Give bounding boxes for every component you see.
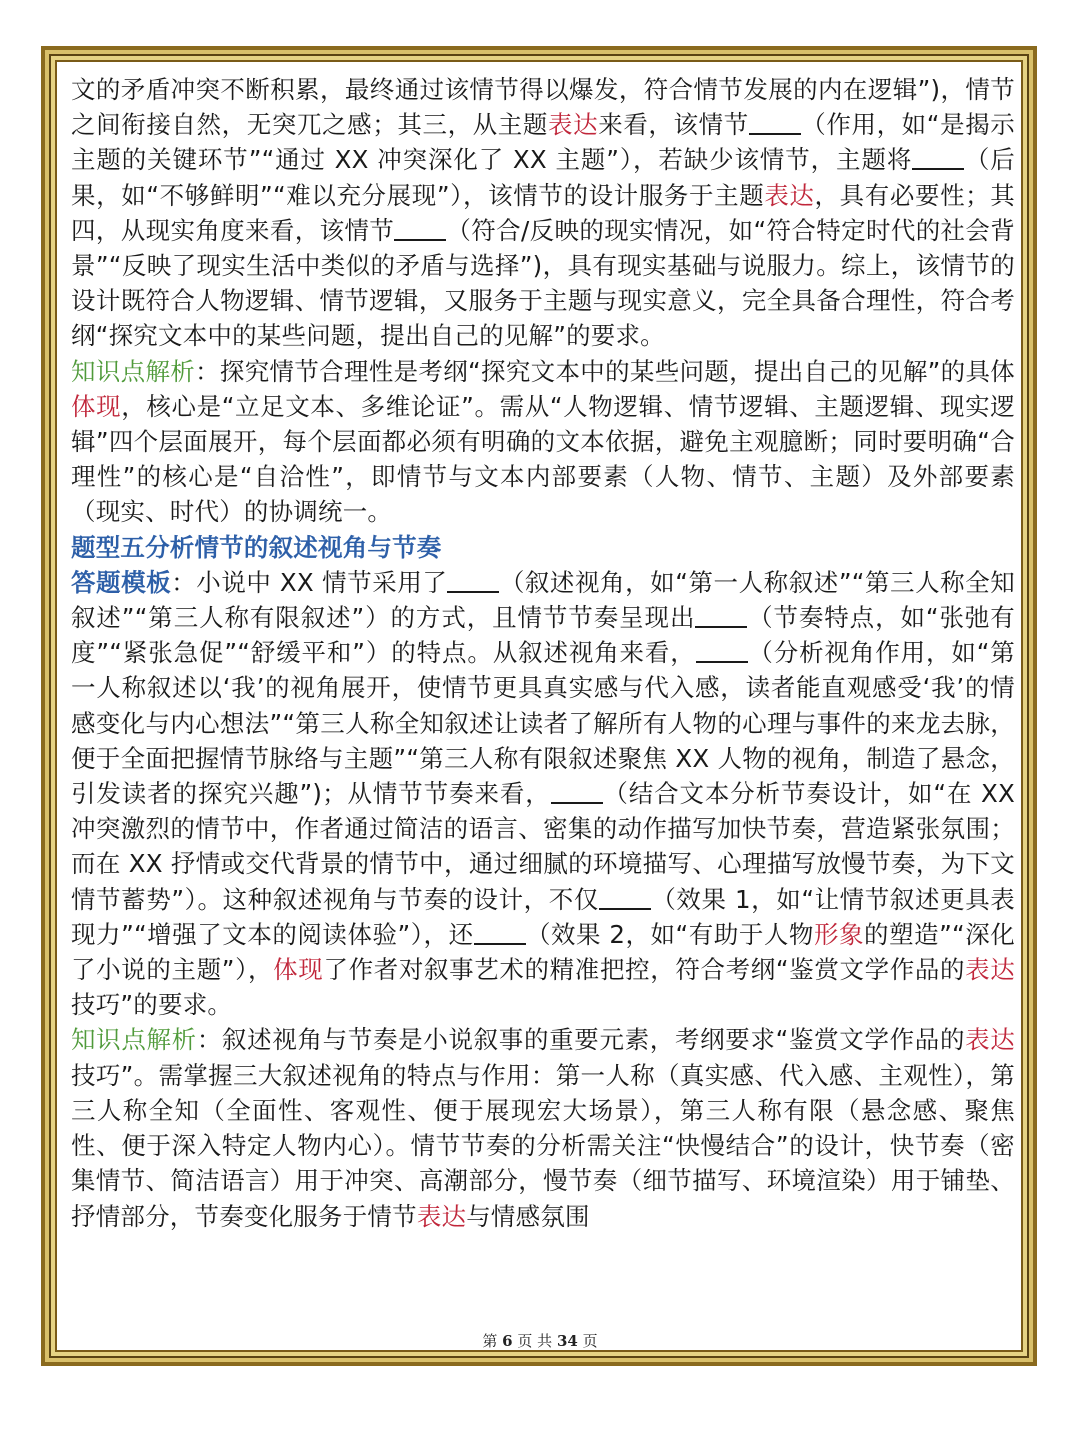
text-run: （效果 2，如“有助于人物	[525, 919, 814, 949]
text-run: 了作者对叙事艺术的精准把控，符合考纲“鉴赏文学作品的	[323, 955, 966, 985]
document-body	[71, 72, 1015, 1234]
text-run: （作用，如“是揭示主题的关键环节”“通过 XX 冲突深化了 XX 主题”），若缺少该情节，主题将	[71, 110, 1015, 175]
fill-blank	[551, 780, 603, 804]
page-content-area	[55, 60, 1023, 1352]
page-border-frame	[41, 46, 1037, 1366]
text-run: ：探究情节合理性是考纲“探究文本中的某些问题，提出自己的见解”的具体	[195, 356, 1016, 386]
fill-blank	[696, 639, 748, 663]
text-run: （效果 1，如“让情节叙述更具表现力”“增强了文本的阅读体验”），还	[71, 884, 1015, 949]
text-run: （结合文本分析节奏设计，如“在 XX 冲突激烈的情节中，作者通过简洁的语言、密集的动作描写加快节奏，营造紧张氛围；而在 XX 抒情或交代背景的情节中，通过细腻的环境描写、心理描写放慢节奏，为下文情节蓄势”）。这种叙述视角与节奏的设计，不仅	[71, 779, 1015, 914]
page-border-middle	[49, 54, 1029, 1358]
text-run: 与情感氛围	[466, 1201, 590, 1231]
highlight-keyword: 表达	[965, 955, 1016, 985]
text-run: 技巧”的要求。	[71, 990, 233, 1020]
answer-template-label: 答题模板	[71, 567, 172, 597]
text-run: （符合/反映的现实情况，如“符合特定时代的社会背景”“反映了现实生活中类似的矛盾与选择”)，具有现实基础与说服力。综上，该情节的设计既符合人物逻辑、情节逻辑，又服务于主题与现实意义，完全具备合理性，符合考纲“探究文本中的某些问题，提出自己的见解”的要求。	[71, 215, 1015, 351]
text-run: 技巧”。需掌握三大叙述视角的特点与作用：第一人称（真实感、代入感、主观性），第三人称全知（全面性、客观性、便于展现宏大场景），第三人称有限（悬念感、聚焦性、便于深入特定人物内心）。情节节奏的分析需关注“快慢结合”的设计，快节奏（密集情节、简洁语言）用于冲突、高潮部分，慢节奏（细节描写、环境渲染）用于铺垫、抒情部分，节奏变化服务于情节	[71, 1060, 1015, 1231]
highlight-keyword: 形象	[813, 919, 865, 949]
page-number: 6	[502, 1332, 513, 1350]
highlight-keyword: 表达	[965, 1025, 1016, 1055]
text-run: ：叙述视角与节奏是小说叙事的重要元素，考纲要求“鉴赏文学作品的	[196, 1025, 966, 1055]
fill-blank	[912, 146, 964, 170]
text-run: （后果，如“不够鲜明”“难以充分展现”），该情节的设计服务于主题	[71, 145, 1015, 210]
knowledge-analysis-label: 知识点解析	[71, 356, 196, 386]
fill-blank	[695, 604, 747, 628]
footer-text: 页 共	[517, 1332, 553, 1350]
text-run: ：小说中 XX 情节采用了	[171, 567, 448, 597]
text-run: （分析视角作用，如“第一人称叙述以‘我’的视角展开，使情节更具真实感与代入感，读者能直观感受‘我’的情感变化与内心想法”“第三人称全知叙述让读者了解所有人物的心理与事件的来龙去脉，便于全面把握情节脉络与主题”“第三人称有限叙述聚焦 XX 人物的视角，制造了悬念，引发读者的探究兴趣”)；从情节节奏来看，	[71, 638, 1015, 809]
fill-blank	[447, 569, 499, 593]
highlight-keyword: 表达	[548, 110, 599, 140]
footer-text: 页	[582, 1332, 598, 1350]
paragraph-knowledge-analysis-1	[71, 354, 1015, 530]
paragraph-answer-continuation	[71, 72, 1015, 354]
fill-blank	[394, 217, 446, 241]
knowledge-analysis-label: 知识点解析	[71, 1025, 197, 1055]
fill-blank	[599, 886, 651, 910]
text-run: （节奏特点，如“张弛有度”“紧张急促”“舒缓平和”）的特点。从叙述视角来看，	[71, 603, 1015, 668]
text-run: （叙述视角，如“第一人称叙述”“第三人称全知叙述”“第三人称有限叙述”）的方式，且情节节奏呈现出	[71, 567, 1015, 633]
text-run: ，具有必要性；其四，从现实角度来看，该情节	[71, 180, 1015, 245]
text-run: 来看，该情节	[598, 110, 749, 140]
highlight-keyword: 表达	[764, 180, 815, 210]
section-title: 题型五分析情节的叙述视角与节奏	[71, 532, 442, 562]
highlight-keyword: 体现	[273, 955, 324, 985]
fill-blank	[474, 921, 526, 945]
highlight-keyword: 表达	[416, 1201, 467, 1231]
highlight-keyword: 体现	[71, 391, 122, 421]
text-run: 文的矛盾冲突不断积累，最终通过该情节得以爆发，符合情节发展的内在逻辑”)，情节之间衔接自然，无突兀之感；其三，从主题	[71, 75, 1015, 140]
fill-blank	[749, 111, 801, 135]
paragraph-answer-template	[71, 565, 1015, 1023]
page-footer	[0, 1330, 1080, 1351]
footer-text: 第	[482, 1332, 498, 1350]
text-run: ，核心是“立足文本、多维论证”。需从“人物逻辑、情节逻辑、主题逻辑、现实逻辑”四个层面展开，每个层面都必须有明确的文本依据，避免主观臆断；同时要明确“合理性”的核心是“自洽性”，即情节与文本内部要素（人物、情节、主题）及外部要素（现实、时代）的协调统一。	[71, 391, 1015, 527]
paragraph-knowledge-analysis-2	[71, 1022, 1015, 1233]
total-pages: 34	[556, 1332, 578, 1350]
text-run: 的塑造”“深化了小说的主题”），	[71, 919, 1015, 985]
